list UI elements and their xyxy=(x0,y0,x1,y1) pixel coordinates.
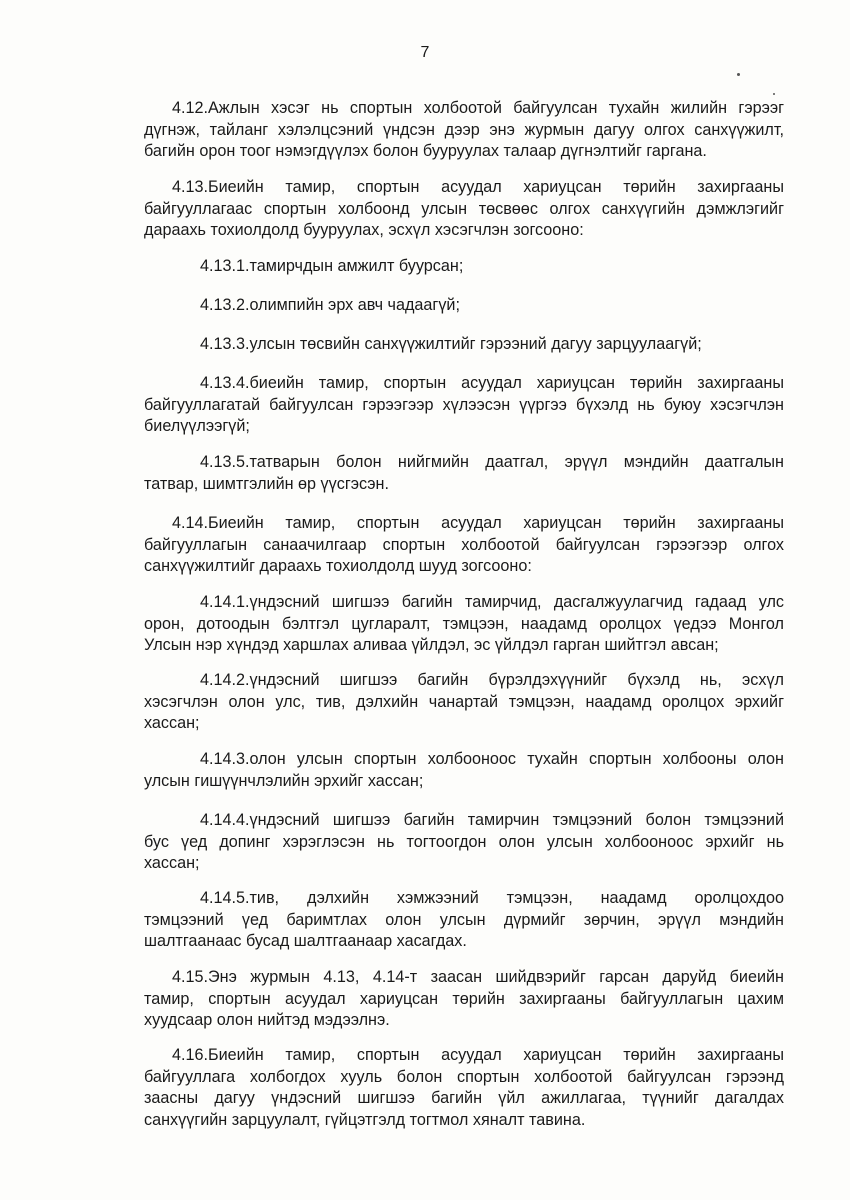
text-line: санхүүжилтийг дараахь тохиолдолд шууд зогсооно: xyxy=(144,557,532,576)
text-line: заасны дагуу үндэсний шигшээ багийн үйл ажиллагаа, түүнийг дагалдах xyxy=(144,1089,784,1108)
paragraph-4-14 xyxy=(144,513,784,578)
paragraph-4-13-4 xyxy=(144,373,784,438)
text-line: байгууллагатай байгуулсан гэрээгээр хүлээсэн үүргээ бүхэлд нь буюу хэсэгчлэн xyxy=(144,395,784,414)
text-line: 4.16.Биеийн тамир, спортын асуудал хариуцсан төрийн захиргааны xyxy=(172,1046,784,1064)
text-line: 4.14.1.үндэсний шигшээ багийн тамирчид, дасгалжуулагчид гадаад улс xyxy=(200,593,784,611)
text-line: биелүүлээгүй; xyxy=(144,417,250,436)
text-line: хассан; xyxy=(144,854,200,873)
paragraph-4-13-3 xyxy=(144,334,784,356)
text-line: 4.14.Биеийн тамир, спортын асуудал хариуцсан төрийн захиргааны xyxy=(172,514,784,532)
text-line: 4.13.1.тамирчдын амжилт буурсан; xyxy=(200,257,464,275)
paragraph-4-13 xyxy=(144,177,784,242)
text-line: хэсэгчлэн олон улс, тив, дэлхийн чанартай тэмцээн, наадамд оролцох эрхийг xyxy=(144,692,784,711)
text-line: орон, дотоодын бэлтгэл цугларалт, тэмцээн, наадамд оролцох үедээ Монгол xyxy=(144,614,784,633)
paragraph-4-14-4 xyxy=(144,810,784,875)
text-line: 4.15.Энэ журмын 4.13, 4.14-т заасан шийдвэрийг гарсан даруйд биеийн xyxy=(172,968,784,986)
text-line: багийн орон тоог нэмэгдүүлэх болон бууруулах талаар дүгнэлтийг гаргана. xyxy=(144,142,707,161)
text-line: тамир, спортын асуудал хариуцсан төрийн захиргааны байгууллагын цахим xyxy=(144,989,784,1008)
text-line: санхүүгийн зарцуулалт, гүйцэтгэлд тогтмол хяналт тавина. xyxy=(144,1110,586,1129)
text-line: 4.13.2.олимпийн эрх авч чадаагүй; xyxy=(200,296,460,314)
paragraph-4-12 xyxy=(144,98,784,163)
text-line: 4.13.3.улсын төсвийн санхүүжилтийг гэрээний дагуу зарцуулаагүй; xyxy=(200,335,702,353)
text-line: байгууллага холбогдох хууль болон спортын холбоотой байгуулсан гэрээнд xyxy=(144,1067,784,1086)
text-line: 4.14.4.үндэсний шигшээ багийн тамирчин тэмцээний болон тэмцээний xyxy=(200,811,784,829)
text-line: шалтгаанаас бусад шалтгаанаар хасагдах. xyxy=(144,932,467,951)
paragraph-4-14-3 xyxy=(144,749,784,792)
scan-speck xyxy=(773,93,775,95)
paragraph-4-13-2 xyxy=(144,295,784,317)
text-line: дараахь тохиолдолд бууруулах, эсхүл хэсэгчлэн зогсооно: xyxy=(144,221,584,240)
text-line: байгууллагаас спортын холбоонд улсын төсвөөс олгох санхүүгийн дэмжлэгийг xyxy=(144,199,784,218)
text-line: Улсын нэр хүндэд харшлах аливаа үйлдэл, эс үйлдэл гарган шийтгэл авсан; xyxy=(144,636,719,655)
text-line: хассан; xyxy=(144,714,200,733)
paragraph-4-14-5 xyxy=(144,888,784,953)
text-line: улсын гишүүнчлэлийн эрхийг хассан; xyxy=(144,771,424,790)
text-line: 4.12.Ажлын хэсэг нь спортын холбоотой байгуулсан тухайн жилийн гэрээг xyxy=(172,99,784,117)
text-line: 4.13.4.биеийн тамир, спортын асуудал хариуцсан төрийн захиргааны xyxy=(200,374,784,392)
page-number: 7 xyxy=(420,44,430,61)
text-line: байгууллагын санаачилгаар спортын холбоотой байгуулсан гэрээгээр олгох xyxy=(144,535,784,554)
text-line: 4.13.Биеийн тамир, спортын асуудал хариуцсан төрийн захиргааны xyxy=(172,178,784,196)
text-line: 4.14.2.үндэсний шигшээ багийн бүрэлдэхүүнийг бүхэлд нь, эсхүл xyxy=(200,671,784,689)
text-line: тэмцээний үед баримтлах олон улсын дүрмийг зөрчин, эрүүл мэндийн xyxy=(144,910,784,929)
paragraph-4-16 xyxy=(144,1045,784,1131)
paragraph-4-14-1 xyxy=(144,592,784,657)
text-line: бус үед допинг хэрэглэсэн нь тогтоогдон олон улсын холбооноос эрхийг нь xyxy=(144,832,784,851)
text-line: татвар, шимтгэлийн өр үүсгэсэн. xyxy=(144,474,389,493)
paragraph-4-14-2 xyxy=(144,670,784,735)
text-line: дүгнэж, тайланг хэлэлцсэний үндсэн дээр энэ журмын дагуу олгох санхүүжилт, xyxy=(144,120,784,139)
text-line: 4.13.5.татварын болон нийгмийн даатгал, эрүүл мэндийн даатгалын xyxy=(200,453,784,471)
paragraph-4-15 xyxy=(144,967,784,1032)
text-line: хуудсаар олон нийтэд мэдээлнэ. xyxy=(144,1011,390,1030)
text-line: 4.14.3.олон улсын спортын холбооноос тухайн спортын холбооны олон xyxy=(200,750,784,768)
paragraph-4-13-1 xyxy=(144,256,784,278)
paragraph-4-13-5 xyxy=(144,452,784,495)
scan-speck xyxy=(737,73,740,76)
text-line: 4.14.5.тив, дэлхийн хэмжээний тэмцээн, наадамд оролцохдоо xyxy=(200,889,784,907)
